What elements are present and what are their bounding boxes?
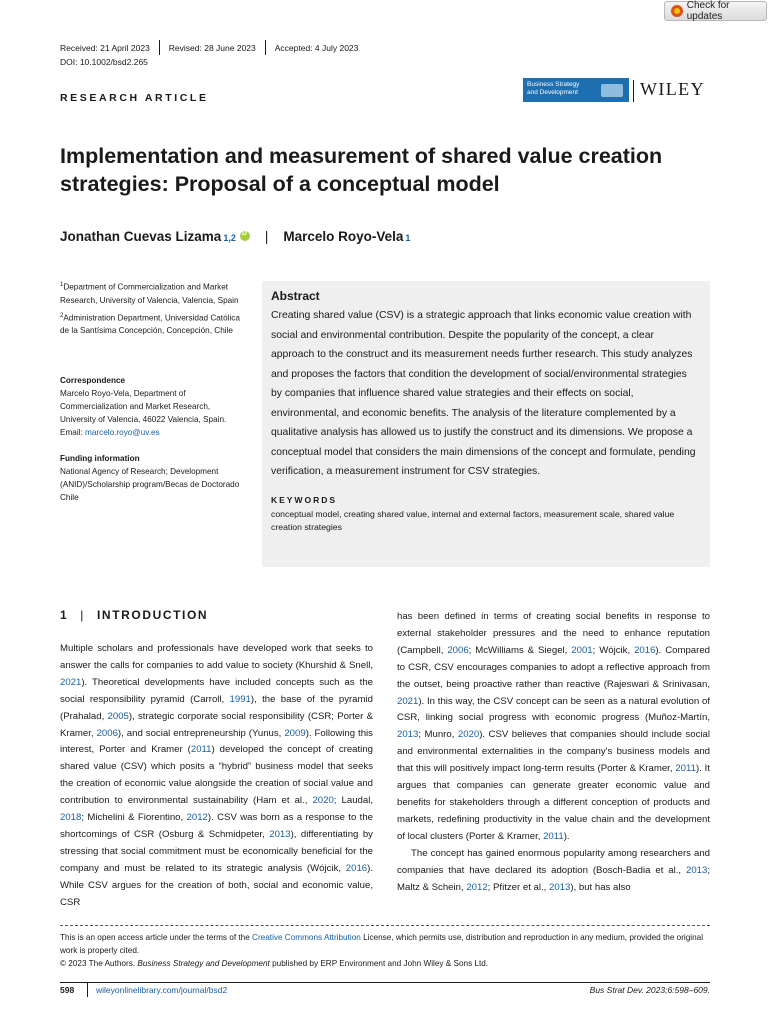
citation-link[interactable]: 2005	[107, 710, 129, 722]
revised-date: Revised: 28 June 2023	[168, 42, 256, 53]
citation-link[interactable]: 2021	[397, 695, 419, 707]
section-number: 1	[60, 608, 69, 622]
citation-link[interactable]: 2009	[284, 727, 306, 739]
check-for-updates-label: Check for updates	[686, 0, 730, 22]
citation-link[interactable]: 2011	[675, 763, 696, 775]
body-column-left	[60, 641, 373, 912]
citation-link[interactable]: 2006	[447, 644, 469, 656]
footer-divider	[60, 982, 710, 983]
copyright-text: © 2023 The Authors. Business Strategy and Development published by ERP Environment and John Wiley & Sons Ltd.	[60, 959, 489, 968]
journal-logo[interactable]	[523, 78, 629, 102]
author-affiliation-sup[interactable]: 1	[405, 233, 411, 243]
footer-separator	[87, 983, 88, 997]
section-heading	[60, 608, 208, 622]
crossmark-icon	[671, 5, 683, 17]
funding-text: National Agency of Research; Development (ANID)/Scholarship program/Becas de Doctorado Chile	[60, 467, 240, 502]
author-affiliation-sup[interactable]: 1,2	[223, 233, 236, 243]
funding-heading: Funding information	[60, 454, 140, 463]
journal-logo-line2: and Development	[527, 89, 578, 96]
citation-link[interactable]: 2013	[685, 864, 708, 876]
section-separator: |	[80, 608, 85, 622]
citation-link[interactable]: 2020	[312, 795, 334, 807]
citation-link[interactable]: 2001	[571, 644, 593, 656]
article-type: RESEARCH ARTICLE	[60, 92, 209, 104]
keywords-heading: KEYWORDS	[271, 494, 338, 505]
received-date: Received: 21 April 2023	[60, 42, 150, 53]
citation-link[interactable]: 2011	[543, 830, 564, 842]
correspondence-heading: Correspondence	[60, 376, 126, 385]
citation-link[interactable]: 1991	[229, 693, 251, 705]
citation-link[interactable]: 2012	[186, 812, 208, 824]
accepted-date: Accepted: 4 July 2023	[274, 42, 359, 53]
section-title: INTRODUCTION	[97, 608, 209, 622]
abstract-heading: Abstract	[271, 289, 320, 303]
logo-divider	[633, 80, 634, 102]
date-divider	[159, 40, 160, 55]
correspondence-text: Marcelo Royo-Vela, Department of Commercialization and Market Research, University of Valencia, 46022 Valencia, Spain. Email: marcelo.royo@uv.es	[60, 389, 227, 437]
affiliation-item: $^1$Department of Commercialization and Market Research, University of Valencia, Valencia, Spain	[60, 282, 239, 305]
footnote-divider	[60, 925, 710, 926]
body-column-right	[397, 609, 710, 896]
keywords-text: conceptual model, creating shared value, internal and external factors, measurement scale, shared value creation strategies	[271, 508, 675, 532]
body-paragraph: Multiple scholars and professionals have developed work that seeks to answer the calls for companies to add value to society (Khurshid & Snell, 2021). Theoretical developments have included concepts such as the social responsibility pyramid (Carroll, 1991), the base of the pyramid (Prahalad, 2005), strategic corporate social responsibility (CSR; Porter & Kramer, 2006), and social entrepreneurship (Yunus, 2009). Following this interest, Porter and Kramer (2011) developed the concept of creating shared value (CSV) which posits a “hybrid” business model that seeks the creation of economic value alongside the creation of social value and contribution to environmental sustainability (Ham et al., 2020; Laudal, 2018; Michelini & Fiorentino, 2012). CSV was born as a response to the shortcomings of CSR (Osburg & Schmidpeter, 2013), differentiating by stressing that social commitment must be economically beneficial for the company and must be related to its strategic analysis (Wójcik, 2016). While CSV argues for the creation of both, social and economic value, CSR	[60, 643, 373, 908]
citation-link[interactable]: 2013	[269, 828, 291, 840]
funding-information	[60, 452, 245, 504]
author-name[interactable]: Marcelo Royo-Vela	[283, 229, 404, 244]
article-title: Implementation and measurement of shared value creation strategies: Proposal of a conceptual model	[60, 144, 663, 196]
affiliation-item: $^2$Administration Department, Universidad Católica de la Santísima Concepción, Concepción, Chile	[60, 312, 240, 336]
orcid-icon[interactable]	[240, 231, 250, 241]
citation-link[interactable]: 2016	[345, 862, 368, 874]
citation-link[interactable]: 2020	[457, 729, 480, 741]
date-divider	[265, 40, 266, 55]
body-paragraph: has been defined in terms of creating social benefits in response to external stakeholder pressures and the need to enhance reputation (Campbell, 2006; McWilliams & Siegel, 2001; Wójcik, 2016). Compared to CSR, CSV encourages companies to adopt a reflective approach from the outset, being proactive rather than reactive (Rajeswari & Srinivasan, 2021). In this way, the CSV concept can be seen as a natural evolution of CSR, linking social progress with economic progress (Muñoz-Martín, 2013; Munro, 2020). CSV believes that companies should include social and environmental externalities in the company's business models and that this will positively impact long-term results (Porter & Kramer, 2011). It argues that companies can generate greater economic value and benefits for stakeholders through a different conception of products and markets, redefining productivity in the value chain and the development of local clusters (Porter & Kramer, 2011).	[397, 611, 711, 842]
license-footnote	[60, 931, 710, 970]
author-list	[60, 229, 410, 244]
publisher-logo[interactable]: WILEY	[640, 79, 705, 99]
doi: DOI: 10.1002/bsd2.265	[60, 57, 148, 67]
citation-link[interactable]: 2011	[190, 744, 212, 756]
correspondence	[60, 374, 245, 439]
citation-link[interactable]: 2013	[549, 881, 571, 893]
citation-link[interactable]: 2018	[60, 812, 82, 824]
cc-license-link[interactable]: Creative Commons Attribution	[252, 933, 361, 942]
citation-link[interactable]: 2013	[397, 729, 419, 741]
citation-link[interactable]: 2006	[96, 727, 118, 739]
body-paragraph: The concept has gained enormous popularity among researchers and companies that have declared its adoption (Bosch-Badia et al., 2013; Maltz & Schein, 2012; Pfitzer et al., 2013), but has also	[397, 847, 710, 893]
citation-link[interactable]: 2021	[60, 676, 82, 688]
citation-link[interactable]: 2016	[634, 644, 656, 656]
article-dates	[60, 40, 358, 55]
check-for-updates-button[interactable]	[664, 1, 767, 21]
license-text: This is an open access article under the terms of the Creative Commons Attribution License, which permits use, distribution and reproduction in any medium, provided the original work is properly cited.	[60, 933, 704, 955]
abstract-text: Creating shared value (CSV) is a strategic approach that links economic value creation with social and environmental contribution. Despite the popularity of the concept, a clear approach to the construct and its measurement needs further research. This study analyzes and proposes the factors that condition the development of social/environmental strategies by companies that influence shared value strategies and their effects on social, environmental, and economic benefits. The analysis of the literature complemented by a qualitative analysis has allowed us to justify the construct and its dimensions. We propose a conceptual model that considers the main dimensions of the concept and formulate, pending verification, a measurement instrument for CSV strategies.	[271, 310, 696, 477]
journal-url-link[interactable]: wileyonlinelibrary.com/journal/bsd2	[96, 985, 228, 995]
page-number: 598	[60, 985, 75, 995]
author-separator: |	[264, 229, 269, 244]
journal-emblem-icon	[601, 84, 623, 97]
correspondence-email-link[interactable]: marcelo.royo@uv.es	[85, 428, 160, 437]
journal-logo-line1: Business Strategy	[527, 81, 580, 88]
citation-link[interactable]: 2012	[466, 881, 488, 893]
abstract-box	[262, 281, 710, 567]
author-name[interactable]: Jonathan Cuevas Lizama	[60, 229, 222, 244]
affiliations	[60, 279, 245, 337]
journal-citation: Bus Strat Dev. 2023;6:598–609.	[589, 985, 710, 995]
